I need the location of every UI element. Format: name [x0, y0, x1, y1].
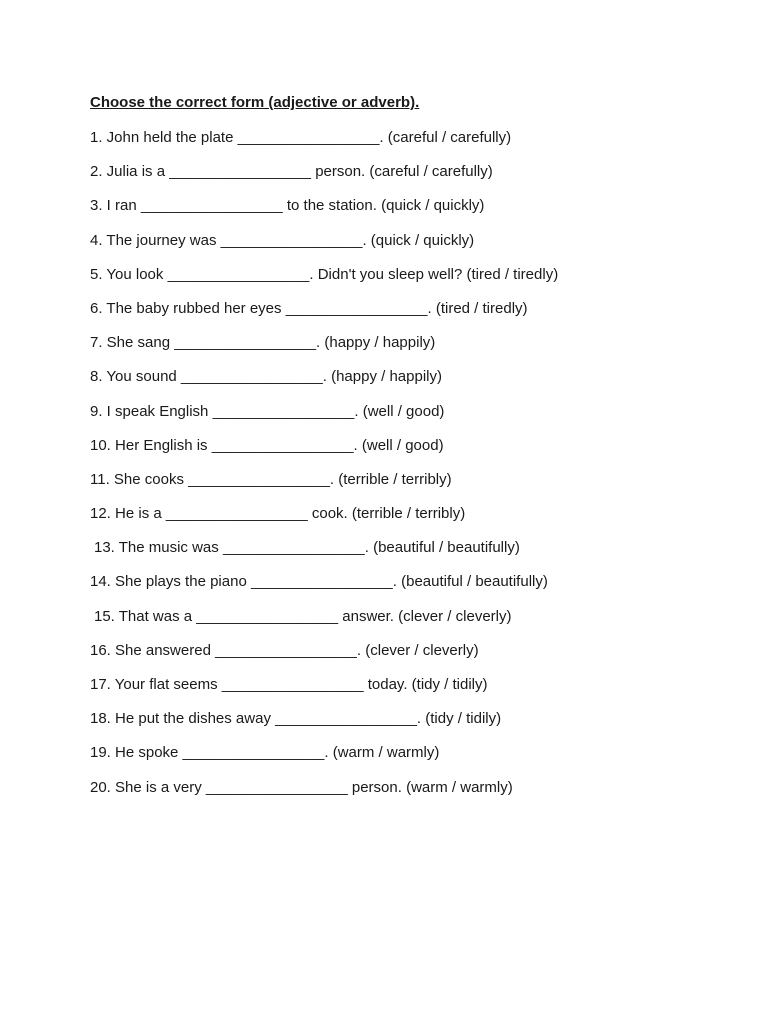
exercise-item-17: 17. Your flat seems _________________ today. (tidy / tidily) — [90, 676, 488, 693]
exercise-item-1: 1. John held the plate _________________. (careful / carefully) — [90, 129, 512, 146]
exercise-item-13: 13. The music was _________________. (beautiful / beautifully) — [94, 539, 520, 557]
exercise-item-6: 6. The baby rubbed her eyes _________________. (tired / tiredly) — [90, 299, 528, 317]
exercise-item-4: 4. The journey was _________________. (quick / quickly) — [90, 231, 475, 249]
exercise-item-11: 11. She cooks _________________. (terrible / terribly) — [90, 470, 452, 488]
exercise-list — [90, 128, 558, 812]
exercise-item-2: 2. Julia is a _________________ person. (careful / carefully) — [90, 163, 493, 181]
exercise-item-8: 8. You sound _________________. (happy / happily) — [90, 368, 442, 386]
exercise-item-19: 19. He spoke _________________. (warm / warmly) — [90, 744, 440, 762]
worksheet-heading: Choose the correct form (adjective or adverb). — [90, 94, 420, 111]
exercise-item-16: 16. She answered _________________. (clever / cleverly) — [90, 641, 479, 659]
exercise-item-7: 7. She sang _________________. (happy / happily) — [90, 334, 436, 352]
exercise-item-14: 14. She plays the piano _________________. (beautiful / beautifully) — [90, 573, 548, 591]
exercise-item-10: 10. Her English is _________________. (well / good) — [90, 436, 444, 454]
exercise-item-20: 20. She is a very _________________ person. (warm / warmly) — [90, 778, 513, 796]
exercise-item-5: 5. You look _________________. Didn't you sleep well? (tired / tiredly) — [90, 265, 559, 283]
exercise-item-12: 12. He is a _________________ cook. (terrible / terribly) — [90, 505, 466, 523]
exercise-item-15: 15. That was a _________________ answer. (clever / cleverly) — [94, 607, 512, 625]
exercise-item-9: 9. I speak English _________________. (well / good) — [90, 402, 445, 420]
exercise-item-3: 3. I ran _________________ to the station. (quick / quickly) — [90, 197, 485, 215]
exercise-item-18: 18. He put the dishes away _________________. (tidy / tidily) — [90, 710, 502, 728]
